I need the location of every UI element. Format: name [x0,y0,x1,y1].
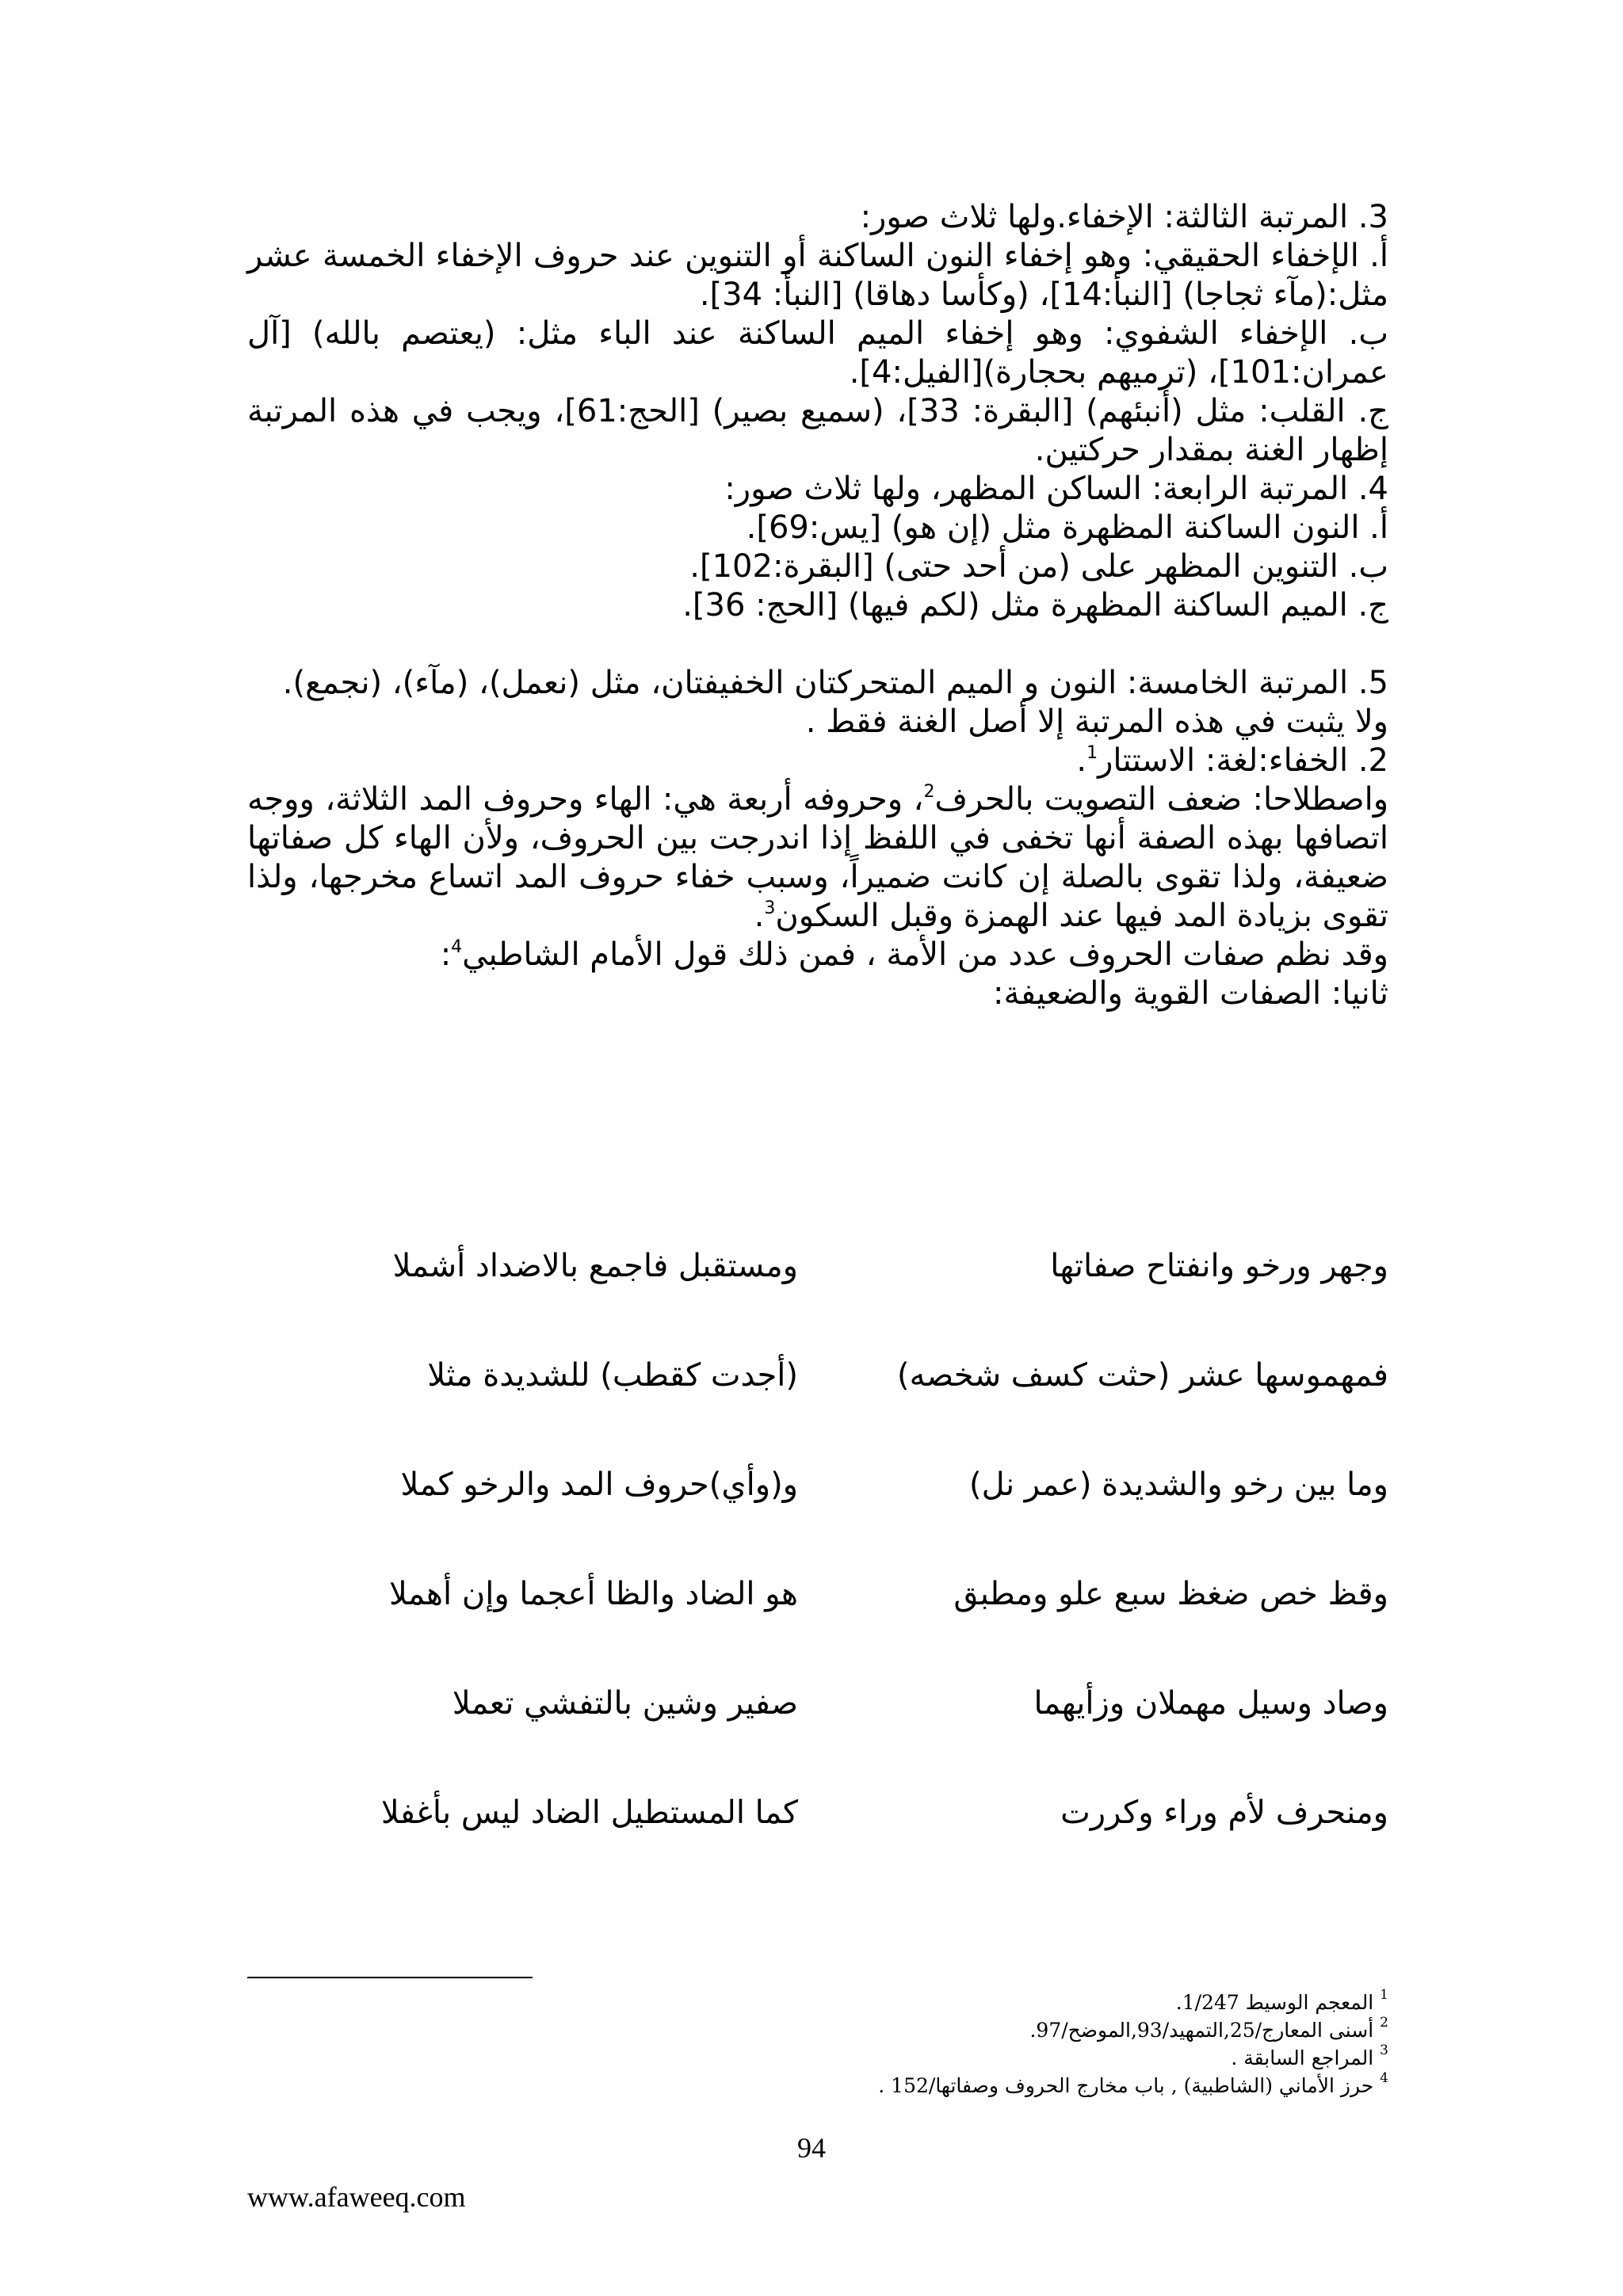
footnote-ref: 3 [764,898,776,918]
footnote: $^3$ المراجع السابقة . [1231,2042,1388,2069]
paragraph-qalb: ج. القلب: مثل (أنبئهم) [البقرة: 33]، (سميع بصير) [الحج:61]، ويجب في هذه المرتبة إظهار الغنة بمقدار حركتين. [247,393,1388,468]
heading-label: 4. المرتبة الرابعة: [1151,471,1388,507]
poem-verse [247,1685,1388,1733]
verse-first-hemistich: وجهر ورخو وانفتاح صفاتها [1050,1248,1388,1284]
heading-label: ج. القلب: [1258,393,1388,429]
heading-label: ب. الإخفاء الشفوي: [1104,315,1388,352]
footnote: $^1$ المعجم الوسيط 1/247. [1175,1986,1388,2014]
paragraph-fifth-level: 5. المرتبة الخامسة: النون و الميم المتحركتان الخفيفتان، مثل (نعمل)، (مآء)، (نجمع). [282,665,1388,701]
heading-label: 3. المرتبة الثالثة: [1163,199,1388,235]
heading-label: أ. الإخفاء الحقيقي: [1142,238,1388,274]
paragraph-ghunna-note: ولا يثبت في هذه المرتبة إلا أصل الغنة فقط . [805,704,1388,740]
verse-first-hemistich: فمهموسها عشر (حثت كسف شخصه) [897,1357,1388,1394]
verse-second-hemistich: (أجدت كقطب) للشديدة مثلا [427,1357,798,1394]
poem-verse [247,1248,1388,1295]
heading-label: ثانيا: الصفات القوية والضعيفة: [992,975,1388,1012]
footnote-number: 1 [1380,1986,1388,2003]
website-url[interactable]: www.afaweeq.com [247,2181,466,2213]
footnote-number: 4 [1380,2069,1388,2086]
heading-label: واصطلاحا: [1252,781,1389,818]
footnote-number: 3 [1380,2042,1388,2058]
verse-first-hemistich: ومنحرف لأم وراء وكررت [1060,1794,1388,1831]
page-number: 94 [797,2132,826,2164]
paragraph-khafa-definition: 2. الخفاء:لغة: الاستتار$^1$. [1076,742,1388,779]
heading-label: 5. المرتبة الخامسة: [1126,665,1388,701]
list-item-b: ب. التنوين المظهر على (من أحد حتى) [البقرة:102]. [689,548,1388,585]
paragraph-third-level: 3. المرتبة الثالثة: الإخفاء.ولها ثلاث صور: [860,199,1388,235]
paragraph-shatibi-intro: وقد نظم صفات الحروف عدد من الأمة ، فمن ذلك قول الأمام الشاطبي$^4$: [440,936,1388,973]
footnote-number: 2 [1380,2014,1388,2031]
footnote-ref: 2 [923,781,935,802]
paragraph-true-ikhfa: أ. الإخفاء الحقيقي: وهو إخفاء النون الساكنة أو التنوين عند حروف الإخفاء الخمسة عشر مثل:(مآء ثجاجا) [النبأ:14]، (وكأسا دهاقا) [النبأ: 34]. [247,238,1388,313]
list-item-a: أ. النون الساكنة المظهرة مثل (إن هو) [يس:69]. [746,509,1388,546]
footnote: $^2$ أسنى المعارج/25,التمهيد/93,الموضح/97. [1029,2014,1388,2042]
verse-first-hemistich: وما بين رخو والشديدة (عمر نل) [969,1466,1388,1503]
body-text [247,198,1388,1013]
list-item-c: ج. الميم الساكنة المظهرة مثل (لكم فيها) [الحج: 36]. [682,587,1388,624]
footnote-separator [247,1977,533,1978]
poem-verse [247,1794,1388,1842]
footnotes [247,1986,1388,2100]
section-heading-strong-weak [247,974,1388,1013]
paragraph-labial-ikhfa: ب. الإخفاء الشفوي: وهو إخفاء الميم الساكنة عند الباء مثل: (يعتصم بالله) [آل عمران:101]، (ترميهم بحجارة)[الفيل:4]. [247,315,1388,391]
paragraph-fourth-level: 4. المرتبة الرابعة: الساكن المظهر، ولها ثلاث صور: [724,471,1388,507]
verse-second-hemistich: صفير وشين بالتفشي تعملا [452,1685,798,1722]
paragraph-khafa-technical: واصطلاحا: ضعف التصويت بالحرف$^2$، وحروفه أربعة هي: الهاء وحروف المد الثلاثة، ووجه اتصافها بهذه الصفة أنها تخفى في اللفظ إذا اندرجت بين الحروف، ولأن الهاء كل صفاتها ضعيفة، ولذا تقوى بالصلة إن كانت ضميراً، وسبب خفاء حروف المد اتساع مخرجها، ولذا تقوى بزيادة المد فيها عند الهمزة وقبل السكون$^3$. [247,781,1389,934]
poem-verse [247,1357,1388,1405]
poem-verse [247,1466,1388,1514]
verse-second-hemistich: و(وأي)حروف المد والرخو كملا [400,1466,798,1503]
verse-second-hemistich: ومستقبل فاجمع بالاضداد أشملا [392,1248,798,1284]
footnote-ref: 4 [451,936,463,957]
poem-verse [247,1576,1388,1623]
verse-first-hemistich: وقظ خص ضغظ سبع علو ومطبق [953,1576,1388,1612]
footnote: $^4$ حرز الأماني (الشاطبية) , باب مخارج الحروف وصفاتها/152 . [878,2069,1388,2097]
verse-second-hemistich: كما المستطيل الضاد ليس بأغفلا [380,1794,798,1831]
verse-first-hemistich: وصاد وسيل مهملان وزأيهما [1033,1685,1388,1722]
verse-second-hemistich: هو الضاد والظا أعجما وإن أهملا [388,1576,798,1612]
footnote-ref: 1 [1086,742,1098,763]
